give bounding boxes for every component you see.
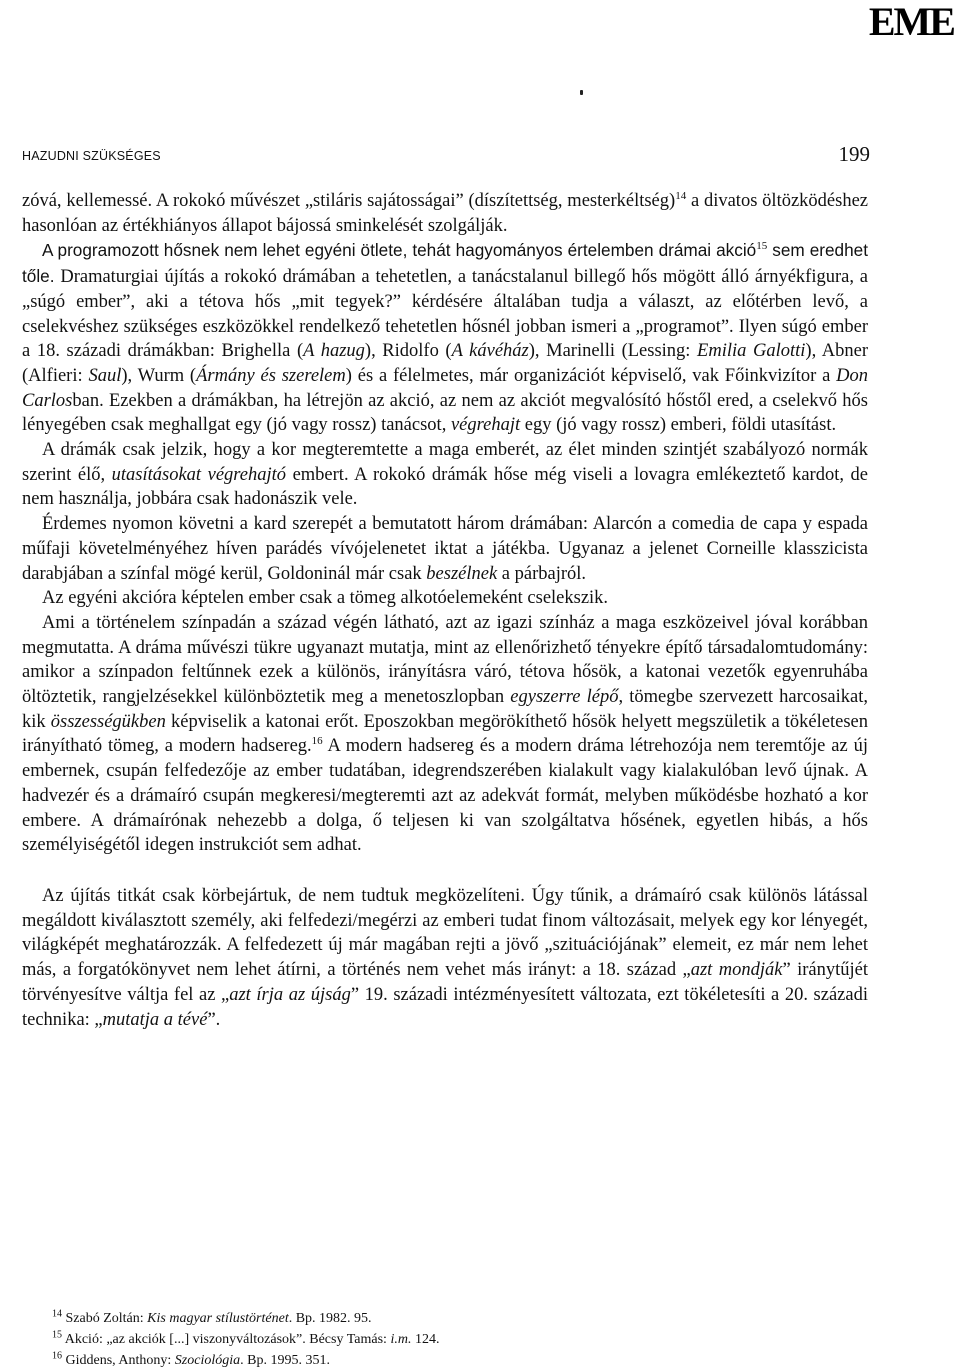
footnotes xyxy=(52,1308,439,1371)
footnote: $^{14}$ Szabó Zoltán: Kis magyar stílustörténet. Bp. 1982. 95. xyxy=(52,1308,372,1326)
footnote-ref: 14 xyxy=(675,189,687,202)
footnote-ref: 16 xyxy=(311,735,323,748)
paragraph: zóvá, kellemessé. A rokokó művészet „stiláris sajátosságai” (díszítettség, mesterkéltség)$^{14}$ a divatos öltözködéshez hasonlóan az értékhiányos állapot bájossá sminkelését szolgálják. xyxy=(22,189,869,236)
paragraph: Érdemes nyomon követni a kard szerepét a bemutatott három drámában: Alarcón a comedia de capa y espada műfaji követelményéhez híven parádés vívójelenetet iktat a játékba. Ugyanaz a jelenet Corneille klasszicista darabjában a színfal mögé kerül, Goldoninál már csak beszélnek a párbajról. xyxy=(22,514,868,584)
footnote-ref: 15 xyxy=(756,240,768,253)
paragraph: A drámák csak jelzik, hogy a kor megteremtette a maga emberét, az élet minden szintjét szabályozó normák szerint élő, utasításokat végrehajtó embert. A rokokó drámák hőse még viseli a lovagra emlékeztető kardot, de nem használja, jobbára csak hadonászik vele. xyxy=(22,440,868,510)
paragraph: A programozott hősnek nem lehet egyéni ötlete, tehát hagyományos értelemben drámai akció$^{15}$ sem eredhet tőle. Dramaturgiai újítás a rokokó drámában a tehetetlen, a tanácstalanul billegő hős mögött álló árnyékfigura, a „súgó ember”, aki a tétova hős „mit tegyek?” kérdésére általában tudja a választ, az előtérben levő, a cselekvéshez szükséges eszközökkel rendelkező tehetetlen hősnél jobban ismeri a „programot”. Ilyen súgó ember a 18. századi drámákban: Brighella (A hazug), Ridolfo (A kávéház), Marinelli (Lessing: Emilia Galotti), Abner (Alfieri: Saul), Wurm (Ármány és szerelem) és a félelmetes, már organizációt képviselő, vak Főinkvizítor a Don Carlosban. Ezekben a drámákban, ha létrejön az akció, az nem az akciót megvalósító hőstől ered, a cselekvő hős lényegében csak meghallgat egy (jó vagy rossz) tanácsot, végrehajt egy (jó vagy rossz) emberi, földi utasítást. xyxy=(22,240,869,436)
paragraph: Ami a történelem színpadán a század végén látható, azt az igazi színház a maga eszközeivel jóval korábban megmutatta. A dráma művészi tükre ugyanazt mutatja, mint az ellenőrizhető tényekre építő társadalomtudomány: amikor a színpadon feltűnnek ezek a különös, irányításra váró, tétova hősök, a katonai vezetők egyenruhába öltöztetik, rangjelzésekkel különböztetik meg a menetoszlopban egyszerre lépő, tömegbe szervezett harcosaikat, kik összességükben képviselik a katonai erőt. Eposzokban megörökíthető hősök helyett megszületik a tökéletesen irányítható tömeg, a modern hadsereg.$^{16}$ A modern hadsereg és a modern dráma létrehozója nem teremtője az új embernek, csupán felfedezője az ember tudatában, idegrendszerében kialakult vagy kialakulóban levő újnak. A hadvezér és a drámaíró csupán megkeresi/megteremti azt az adekvát formát, melyben működésbe hozható a kor embere. A drámaírónak nehezebb a dolga, ő teljesen ki van szolgáltatva hősének, egyetlen hibás, a hős személyiségétől idegen instrukciót sem adhat. xyxy=(22,612,868,856)
print-speck xyxy=(580,90,583,95)
paragraph: Az egyéni akcióra képtelen ember csak a tömeg alkotóelemeként cselekszik. xyxy=(42,588,609,609)
paragraph: Az újítás titkát csak körbejártuk, de nem tudtuk megközelíteni. Úgy tűnik, a drámaíró csak különös látással megáldott kiválasztott személy, aki felfedezi/megérzi az emberi tudat finom változásait, melyek egy kor lényegét, világképét meghatározzák. A felfedezett új már magában rejti a jövő „szituációjának” elemeit, ez már nem lehet más, a forgatókönyvet nem lehet átírni, a történés nem vehet más irányt: a 18. század „azt mondják” iránytűjét törvényesítve váltja fel az „azt írja az újság” 19. századi intézményesített változata, ezt tökéletesíti a 20. századi technika: „mutatja a tévé”. xyxy=(22,885,868,1030)
footnote: $^{16}$ Giddens, Anthony: Szociológia. Bp. 1995. 351. xyxy=(52,1350,330,1368)
footnote: $^{15}$ Akció: „az akciók [...] viszonyváltozások”. Bécsy Tamás: i.m. 124. xyxy=(52,1329,440,1347)
publisher-logo: EME xyxy=(868,0,954,44)
page-number: 199 xyxy=(838,142,870,166)
running-head: HAZUDNI SZÜKSÉGES xyxy=(22,149,161,163)
body-text xyxy=(22,189,868,1032)
